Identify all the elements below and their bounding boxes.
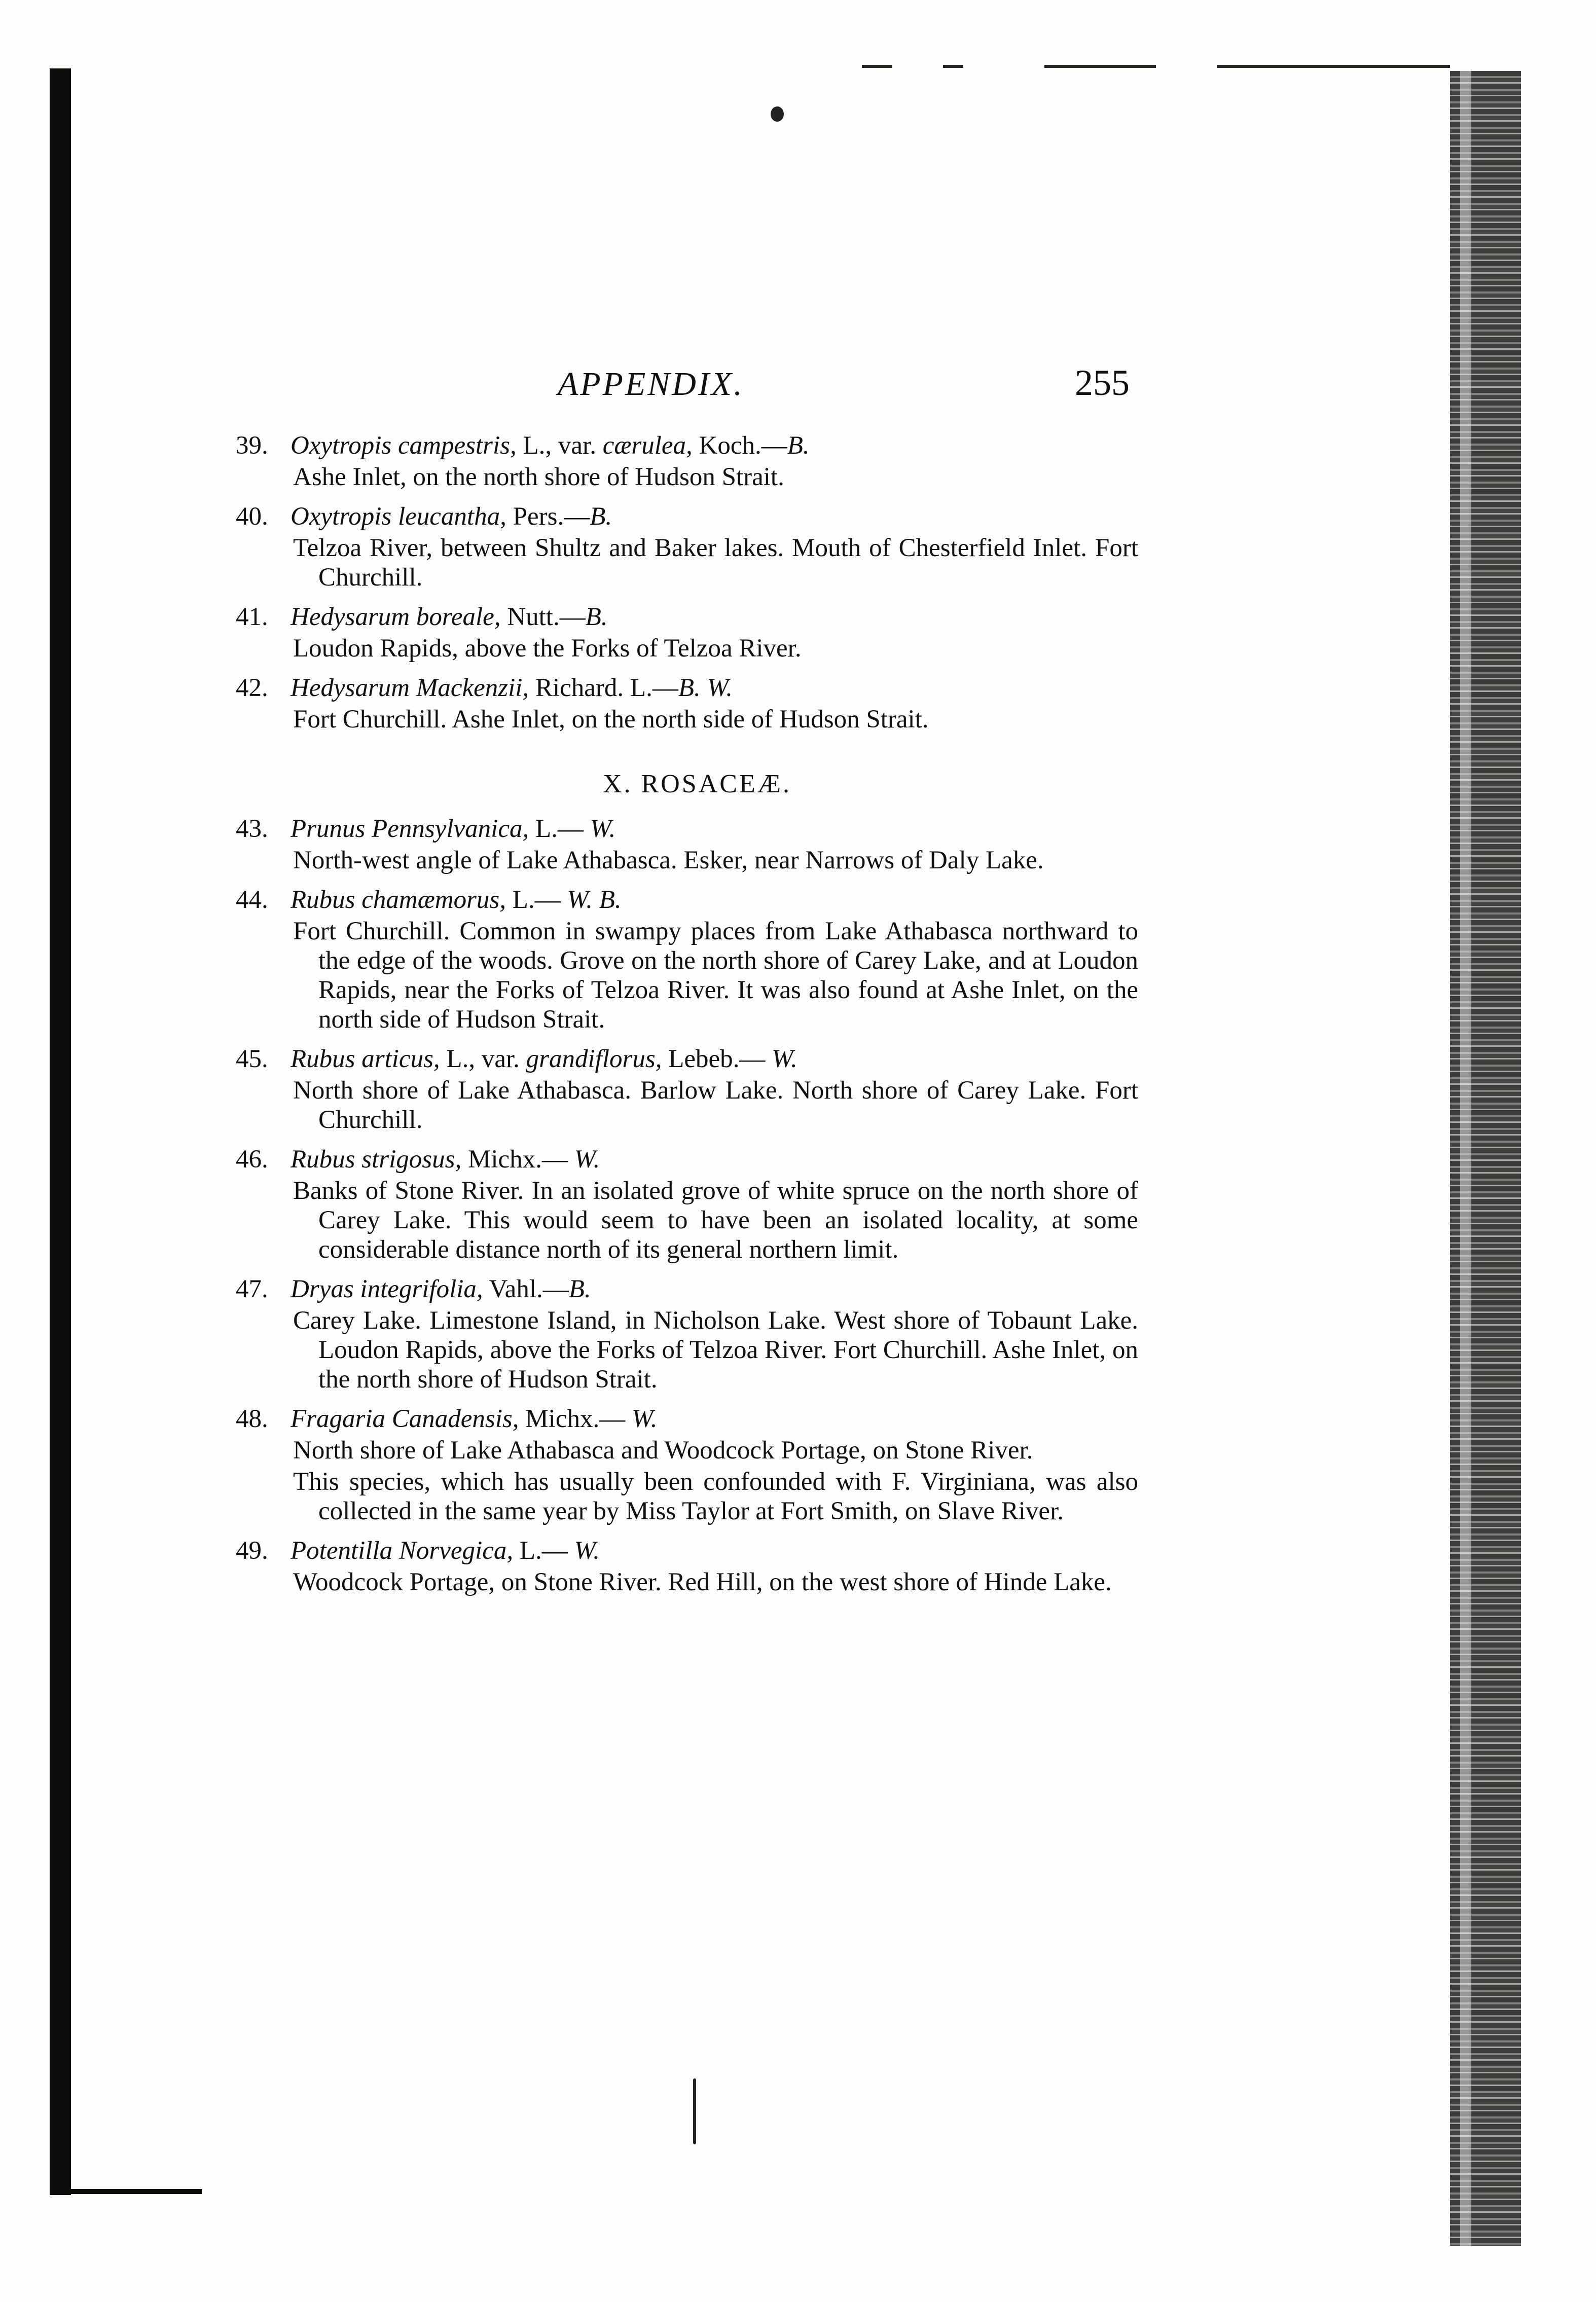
page-header <box>0 362 1596 411</box>
collector-initials: B. <box>590 502 612 531</box>
species-name: Potentilla Norvegica, <box>291 1537 514 1565</box>
locality-text: Woodcock Portage, on Stone River. Red Hill, on the west shore of Hinde Lake. <box>293 1568 1112 1596</box>
species-author: Nutt.— <box>500 603 586 631</box>
collector-initials: W. B. <box>567 886 622 914</box>
species-entry <box>236 602 1138 663</box>
collector-initials: B. W. <box>678 674 733 702</box>
species-entry <box>236 814 1138 875</box>
top-scan-mark <box>1044 65 1156 68</box>
species-entry <box>236 673 1138 734</box>
species-heading <box>236 673 1138 703</box>
species-entry <box>236 431 1138 492</box>
collector-initials: W. <box>574 1537 600 1565</box>
ink-speck <box>771 106 784 122</box>
locality-text: Carey Lake. Limestone Island, in Nicholson Lake. West shore of Tobaunt Lake. Loudon Rapids, above the Forks of Telzoa River. Fort Churchill. Ashe Inlet, on the north shore of Hudson Strait. <box>293 1306 1138 1394</box>
species-list-leguminosae <box>236 431 1138 734</box>
locality-text: Banks of Stone River. In an isolated grove of white spruce on the north shore of Carey Lake. This would seem to have been an isolated locality, at some considerable distance north of its general northern limit. <box>293 1177 1138 1264</box>
species-author: Michx.— <box>519 1405 632 1433</box>
locality-text: North shore of Lake Athabasca and Woodcock Portage, on Stone River. <box>293 1436 1033 1465</box>
collector-initials: B. <box>787 431 810 460</box>
species-entry <box>236 502 1138 592</box>
species-author: L.— <box>513 1537 574 1565</box>
locality-text: Loudon Rapids, above the Forks of Telzoa River. <box>293 634 802 663</box>
page-number: 255 <box>1075 362 1130 403</box>
entry-number: 46. <box>236 1145 268 1174</box>
collector-initials: W. <box>631 1405 658 1433</box>
entry-number: 45. <box>236 1045 268 1073</box>
collector-initials: W. <box>772 1045 797 1073</box>
variety-authority: Koch.— <box>692 431 787 460</box>
species-heading <box>236 602 1138 632</box>
species-author: L., var. <box>440 1045 526 1073</box>
entry-number: 39. <box>236 431 268 460</box>
species-heading <box>236 1536 1138 1565</box>
species-list-rosaceae <box>236 814 1138 1597</box>
variety-name: cærulea, <box>602 431 693 460</box>
variety-name: grandiflorus, <box>526 1045 662 1073</box>
variety-authority: Lebeb.— <box>662 1045 772 1073</box>
species-author: Pers.— <box>506 502 590 531</box>
species-heading <box>236 885 1138 915</box>
species-heading <box>236 1274 1138 1304</box>
collector-initials: B. <box>568 1275 591 1303</box>
entry-number: 49. <box>236 1537 268 1565</box>
species-name: Rubus articus, <box>291 1045 440 1073</box>
entry-number: 43. <box>236 815 268 843</box>
species-name: Rubus chamæmorus, <box>291 886 506 914</box>
species-author: L.— <box>506 886 567 914</box>
species-heading <box>236 502 1138 531</box>
species-name: Hedysarum Mackenzii, <box>291 674 529 702</box>
species-entry <box>236 885 1138 1034</box>
species-name: Oxytropis campestris, <box>291 431 517 460</box>
locality-text: North-west angle of Lake Athabasca. Esker, near Narrows of Daly Lake. <box>293 846 1044 874</box>
locality-text: This species, which has usually been confounded with F. Virginiana, was also collected in the same year by Miss Taylor at Fort Smith, on Slave River. <box>293 1468 1138 1525</box>
species-heading <box>236 1044 1138 1074</box>
book-gutter-foot <box>50 2189 202 2194</box>
species-author: Vahl.— <box>483 1275 569 1303</box>
collector-initials: W. <box>574 1145 600 1174</box>
entry-number: 41. <box>236 603 268 631</box>
species-author: Richard. L.— <box>529 674 678 702</box>
collector-initials: B. <box>585 603 608 631</box>
collector-initials: W. <box>590 815 616 843</box>
entry-number: 44. <box>236 886 268 914</box>
locality-text: North shore of Lake Athabasca. Barlow Lake. North shore of Carey Lake. Fort Churchill. <box>293 1076 1138 1134</box>
top-scan-mark <box>1217 65 1450 68</box>
locality-text: Telzoa River, between Shultz and Baker lakes. Mouth of Chesterfield Inlet. Fort Churchill. <box>293 534 1138 592</box>
species-heading <box>236 1145 1138 1174</box>
species-name: Prunus Pennsylvanica, <box>291 815 529 843</box>
entry-number: 40. <box>236 502 268 531</box>
species-name: Oxytropis leucantha, <box>291 502 506 531</box>
top-scan-mark <box>862 65 892 68</box>
species-name: Dryas integrifolia, <box>291 1275 483 1303</box>
species-entry <box>236 1404 1138 1526</box>
top-scan-mark <box>943 65 963 68</box>
species-entry <box>236 1536 1138 1597</box>
species-heading <box>236 1404 1138 1434</box>
ink-stroke <box>693 2078 696 2144</box>
entry-number: 47. <box>236 1275 268 1303</box>
locality-text: Fort Churchill. Common in swampy places from Lake Athabasca northward to the edge of the woods. Grove on the north shore of Carey Lake, and at Loudon Rapids, near the Forks of Telzoa River. It was also found at Ashe Inlet, on the north side of Hudson Strait. <box>293 917 1138 1034</box>
species-name: Hedysarum boreale, <box>291 603 501 631</box>
species-author: L., var. <box>516 431 603 460</box>
species-author: Michx.— <box>461 1145 574 1174</box>
entry-number: 48. <box>236 1405 268 1433</box>
species-name: Rubus strigosus, <box>291 1145 462 1174</box>
species-heading <box>236 431 1138 460</box>
species-entry <box>236 1044 1138 1135</box>
page-body <box>236 431 1138 1607</box>
locality-text: Ashe Inlet, on the north shore of Hudson Strait. <box>293 463 784 491</box>
locality-text: Fort Churchill. Ashe Inlet, on the north side of Hudson Strait. <box>293 705 929 734</box>
species-author: L.— <box>529 815 590 843</box>
species-entry <box>236 1145 1138 1264</box>
species-name: Fragaria Canadensis, <box>291 1405 519 1433</box>
species-heading <box>236 814 1138 844</box>
running-head: APPENDIX. <box>558 366 744 403</box>
species-entry <box>236 1274 1138 1394</box>
section-heading: X. ROSACEÆ. <box>603 770 791 798</box>
entry-number: 42. <box>236 674 268 702</box>
